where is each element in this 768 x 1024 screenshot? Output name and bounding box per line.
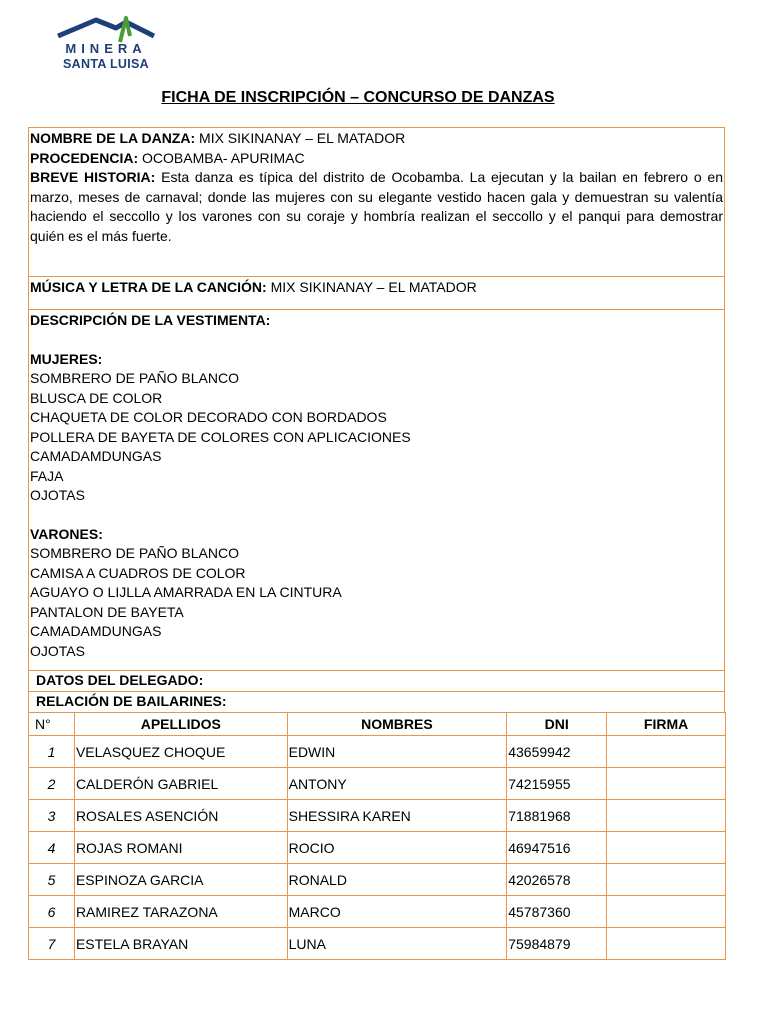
table-row [29,928,726,960]
row-number: 1 [29,736,75,768]
table-row [29,896,726,928]
dance-info-section [28,127,725,277]
table-row [29,768,726,800]
row-surnames: ROSALES ASENCIÓN [74,800,287,832]
row-surnames: RAMIREZ TARAZONA [74,896,287,928]
row-names: ROCIO [287,832,507,864]
row-signature[interactable] [607,928,726,960]
row-dni: 74215955 [507,768,607,800]
list-item: OJOTAS [30,642,85,659]
list-item: POLLERA DE BAYETA DE COLORES CON APLICACIONES [30,428,411,445]
women-costume-list [30,369,723,506]
row-signature[interactable] [607,768,726,800]
row-signature[interactable] [607,736,726,768]
costume-section [28,309,725,671]
col-header-signature: FIRMA [607,713,726,736]
origin-label: PROCEDENCIA: [30,149,139,166]
list-item: SOMBRERO DE PAÑO BLANCO [30,545,240,561]
row-names: EDWIN [287,736,507,768]
row-number: 4 [29,832,75,864]
row-dni: 42026578 [507,864,607,896]
table-row [29,800,726,832]
women-label: MUJERES: [30,350,103,367]
row-surnames: CALDERÓN GABRIEL [74,768,287,800]
delegate-section [28,670,725,692]
row-dni: 45787360 [507,896,607,928]
row-names: SHESSIRA KAREN [287,800,507,832]
page-title: FICHA DE INSCRIPCIÓN – CONCURSO DE DANZAS [161,89,555,106]
row-names: RONALD [287,864,507,896]
delegate-label: DATOS DEL DELEGADO: [36,672,204,688]
dance-name-value: MIX SIKINANAY – EL MATADOR [195,130,406,146]
list-item: CAMADAMDUNGAS [30,448,162,464]
row-surnames: ESPINOZA GARCIA [74,864,287,896]
row-dni: 71881968 [507,800,607,832]
row-signature[interactable] [607,896,726,928]
list-item: FAJA [30,467,64,484]
col-header-names: NOMBRES [287,713,507,736]
dancers-label: RELACIÓN DE BAILARINES: [36,693,227,709]
men-label: VARONES: [30,525,103,542]
table-header-row [29,713,726,736]
music-label: MÚSICA Y LETRA DE LA CANCIÓN: [30,279,267,295]
list-item: SOMBRERO DE PAÑO BLANCO [30,370,240,386]
logo-line-2: SANTA LUISA [63,57,149,71]
col-header-number: N° [29,713,75,736]
col-header-dni: DNI [507,713,607,736]
logo-line-1: MINERA [65,41,147,56]
mountain-logo-icon [56,14,156,44]
col-header-surnames: APELLIDOS [74,713,287,736]
history-value: Esta danza es típica del distrito de Ocobamba. La ejecutan y la bailan en febrero o en marzo, meses de carnaval; donde las mujeres con su elegante vestido hacen gala y demuestran su valentía haciendo el seccollo y los varones con su coraje y hombría realizan el seccollo y el panqui para demostrar quién es el más fuerte. [30,169,723,244]
row-surnames: ESTELA BRAYAN [74,928,287,960]
list-item: BLUSCA DE COLOR [30,389,163,406]
list-item: CHAQUETA DE COLOR DECORADO CON BORDADOS [30,409,387,425]
row-signature[interactable] [607,800,726,832]
list-item: OJOTAS [30,487,85,503]
men-costume-list [30,544,723,661]
dancers-table [28,712,726,960]
dance-name-label: NOMBRE DE LA DANZA: [30,130,196,146]
row-surnames: ROJAS ROMANI [74,832,287,864]
row-dni: 46947516 [507,832,607,864]
costume-label: DESCRIPCIÓN DE LA VESTIMENTA: [30,312,271,328]
row-signature[interactable] [607,864,726,896]
row-number: 6 [29,896,75,928]
list-item: AGUAYO O LIJLLA AMARRADA EN LA CINTURA [30,584,342,600]
row-dni: 75984879 [507,928,607,960]
row-dni: 43659942 [507,736,607,768]
row-number: 7 [29,928,75,960]
table-row [29,832,726,864]
row-names: ANTONY [287,768,507,800]
dancers-heading-section [28,691,725,713]
list-item: CAMISA A CUADROS DE COLOR [30,564,246,581]
music-value: MIX SIKINANAY – EL MATADOR [266,279,477,295]
row-surnames: VELASQUEZ CHOQUE [74,736,287,768]
origin-value: OCOBAMBA- APURIMAC [138,149,305,166]
row-number: 5 [29,864,75,896]
history-label: BREVE HISTORIA: [30,169,156,185]
row-signature[interactable] [607,832,726,864]
music-section [28,276,725,310]
company-logo [56,14,156,76]
list-item: PANTALON DE BAYETA [30,603,184,620]
row-number: 2 [29,768,75,800]
row-number: 3 [29,800,75,832]
row-names: LUNA [287,928,507,960]
table-row [29,736,726,768]
table-row [29,864,726,896]
row-names: MARCO [287,896,507,928]
list-item: CAMADAMDUNGAS [30,623,162,639]
